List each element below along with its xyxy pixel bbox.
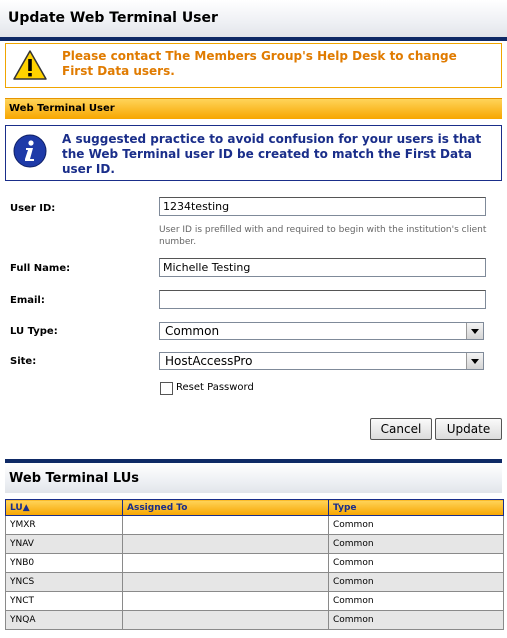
table-row[interactable] bbox=[6, 592, 504, 611]
info-text: A suggested practice to avoid confusion for your users is that the Web Terminal user ID be created to match the First Data user ID. bbox=[62, 132, 482, 176]
user-id-hint: User ID is prefilled with and required to begin with the institution's client number. bbox=[159, 225, 487, 247]
email-input[interactable] bbox=[159, 290, 486, 309]
assigned-to-cell bbox=[123, 592, 329, 611]
lu-cell: YNQA bbox=[6, 611, 123, 630]
reset-password-label[interactable]: Reset Password bbox=[176, 382, 254, 393]
lu-cell: YNAV bbox=[6, 535, 123, 554]
table-header-row bbox=[6, 500, 504, 516]
assigned-to-cell bbox=[123, 554, 329, 573]
info-icon bbox=[12, 133, 48, 169]
section-title: Web Terminal User bbox=[9, 103, 115, 114]
page-title: Update Web Terminal User bbox=[8, 10, 218, 26]
table-row[interactable] bbox=[6, 516, 504, 535]
lu-cell: YNCS bbox=[6, 573, 123, 592]
warning-icon bbox=[12, 49, 48, 81]
type-cell: Common bbox=[329, 592, 504, 611]
type-cell: Common bbox=[329, 535, 504, 554]
table-row[interactable] bbox=[6, 535, 504, 554]
lu-cell: YNB0 bbox=[6, 554, 123, 573]
column-header-lu[interactable]: LU▲ bbox=[6, 500, 123, 516]
column-header-assigned-to[interactable]: Assigned To bbox=[123, 500, 329, 516]
full-name-input[interactable]: Michelle Testing bbox=[159, 258, 486, 277]
page-header bbox=[0, 0, 507, 41]
assigned-to-cell bbox=[123, 611, 329, 630]
chevron-down-icon[interactable] bbox=[466, 323, 483, 339]
lu-section-title: Web Terminal LUs bbox=[9, 471, 140, 486]
lu-type-select[interactable] bbox=[159, 322, 484, 340]
warning-message bbox=[5, 43, 502, 88]
assigned-to-cell bbox=[123, 516, 329, 535]
cancel-button[interactable]: Cancel bbox=[370, 418, 432, 440]
assigned-to-cell bbox=[123, 535, 329, 554]
table-row[interactable] bbox=[6, 573, 504, 592]
reset-password-checkbox[interactable] bbox=[160, 382, 173, 395]
lu-cell: YNCT bbox=[6, 592, 123, 611]
table-row[interactable] bbox=[6, 554, 504, 573]
chevron-down-icon[interactable] bbox=[466, 353, 483, 369]
type-cell: Common bbox=[329, 554, 504, 573]
column-header-type[interactable]: Type bbox=[329, 500, 504, 516]
type-cell: Common bbox=[329, 611, 504, 630]
assigned-to-cell bbox=[123, 573, 329, 592]
lu-section-header bbox=[5, 459, 502, 493]
warning-text: Please contact The Members Group's Help Desk to change First Data users. bbox=[62, 49, 457, 78]
site-select[interactable] bbox=[159, 352, 484, 370]
user-id-label: User ID: bbox=[10, 203, 56, 214]
info-message bbox=[5, 125, 502, 181]
full-name-label: Full Name: bbox=[10, 263, 71, 274]
site-value: HostAccessPro bbox=[165, 354, 253, 368]
type-cell: Common bbox=[329, 573, 504, 592]
lu-table bbox=[5, 499, 504, 630]
section-bar-web-terminal-user bbox=[5, 98, 502, 119]
lu-type-label: LU Type: bbox=[10, 326, 58, 337]
site-label: Site: bbox=[10, 356, 37, 367]
lu-type-value: Common bbox=[165, 324, 220, 338]
type-cell: Common bbox=[329, 516, 504, 535]
lu-cell: YMXR bbox=[6, 516, 123, 535]
email-label: Email: bbox=[10, 295, 45, 306]
table-row[interactable] bbox=[6, 611, 504, 630]
update-button[interactable]: Update bbox=[435, 418, 502, 440]
user-id-input[interactable]: 1234testing bbox=[159, 197, 486, 216]
